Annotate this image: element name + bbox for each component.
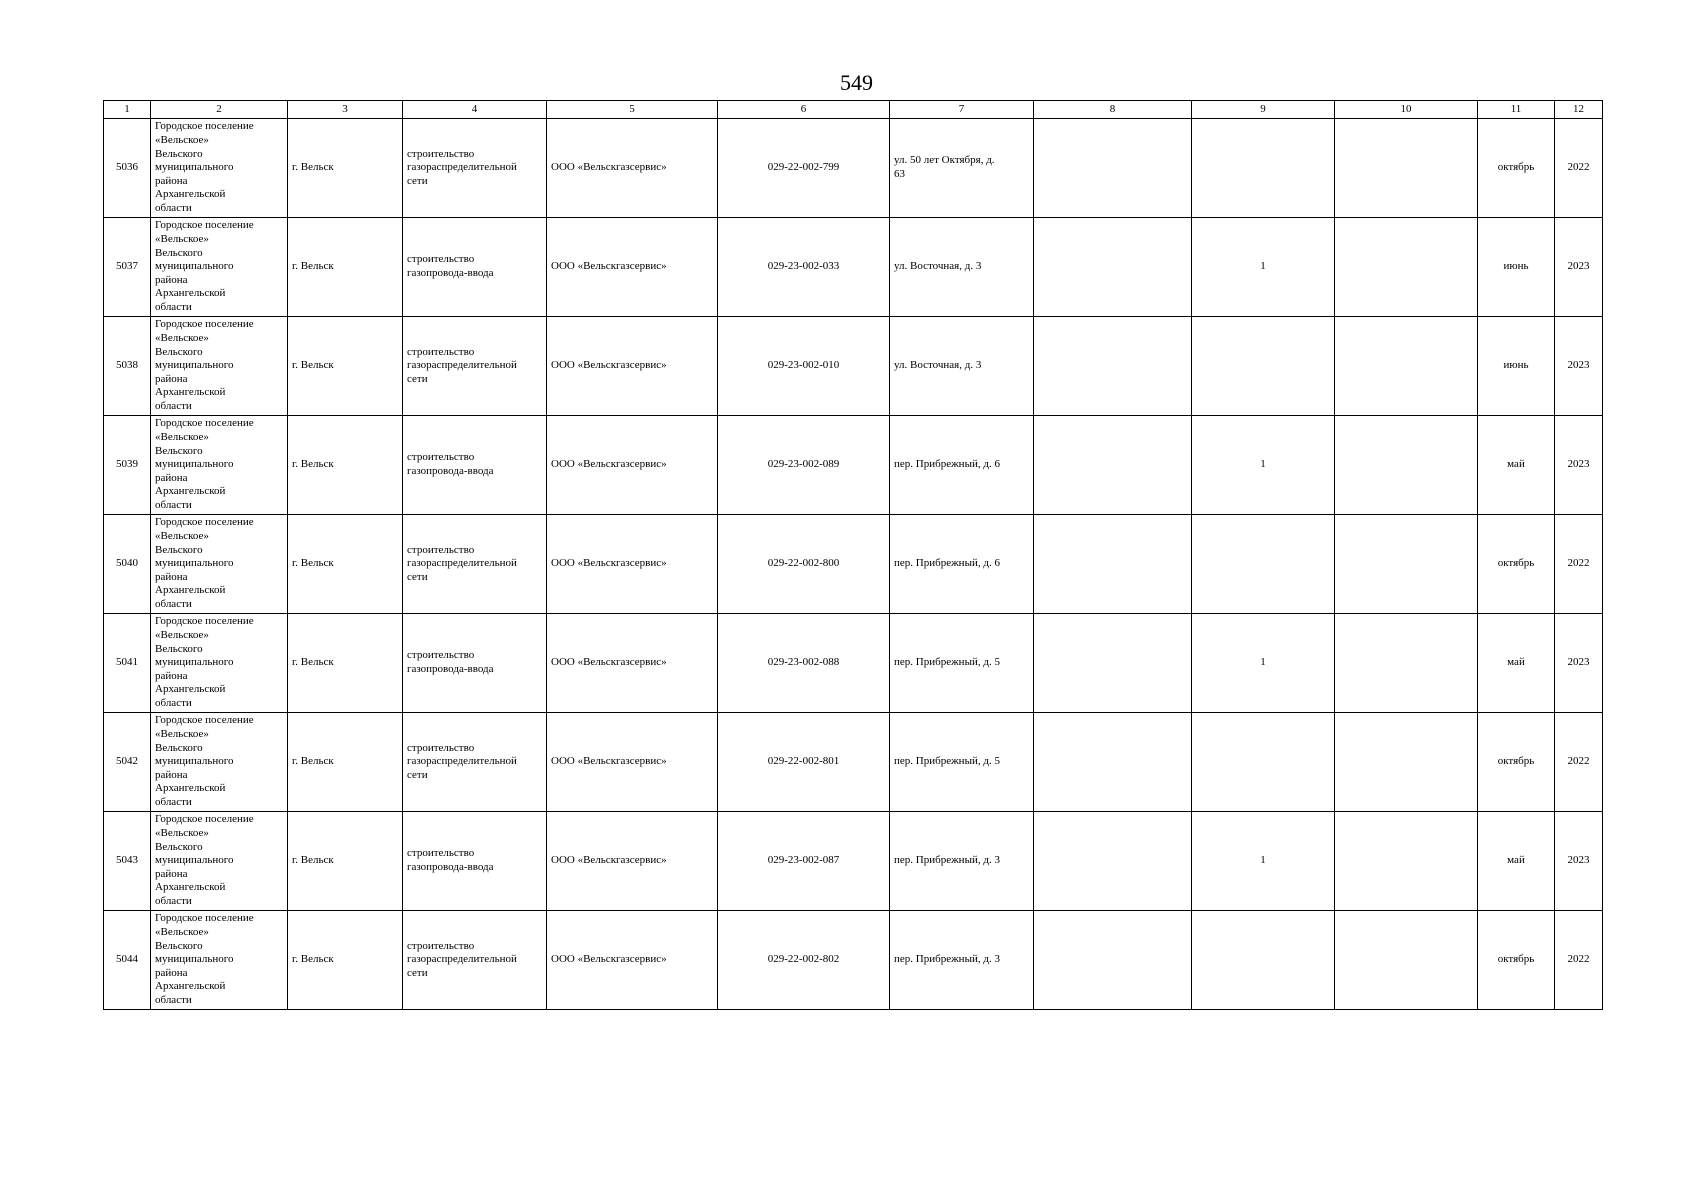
city-cell: г. Вельск xyxy=(288,119,403,218)
column-8-cell xyxy=(1034,812,1192,911)
settlement-line: муниципального xyxy=(155,161,234,174)
work-type-cell xyxy=(403,713,547,812)
work-type-line: сети xyxy=(407,174,428,187)
address-line: ул. Восточная, д. 3 xyxy=(894,359,982,372)
settlement-line: Вельского xyxy=(155,345,203,358)
month-cell: июнь xyxy=(1478,218,1555,317)
organization-cell: ООО «Вельскгазсервис» xyxy=(547,911,718,1010)
column-8-cell xyxy=(1034,218,1192,317)
address-cell xyxy=(890,317,1034,416)
column-8-cell xyxy=(1034,515,1192,614)
row-number: 5037 xyxy=(104,218,151,317)
settlement-line: Вельского xyxy=(155,147,203,160)
address-line: пер. Прибрежный, д. 6 xyxy=(894,557,1000,570)
address-cell xyxy=(890,218,1034,317)
settlement-cell xyxy=(151,218,288,317)
month-cell: май xyxy=(1478,812,1555,911)
column-9-cell xyxy=(1192,713,1335,812)
settlement-line: области xyxy=(155,993,192,1006)
settlement-line: Вельского xyxy=(155,939,203,952)
address-line: 63 xyxy=(894,168,905,180)
settlement-line: муниципального xyxy=(155,359,234,372)
settlement-line: Архангельской xyxy=(155,584,226,597)
settlement-line: муниципального xyxy=(155,854,234,867)
work-type-line: сети xyxy=(407,570,428,583)
settlement-line: муниципального xyxy=(155,260,234,273)
table-row xyxy=(104,317,1603,416)
row-number: 5039 xyxy=(104,416,151,515)
column-8-cell xyxy=(1034,119,1192,218)
settlement-line: Вельского xyxy=(155,741,203,754)
table-row xyxy=(104,515,1603,614)
column-10-cell xyxy=(1335,713,1478,812)
month-cell: октябрь xyxy=(1478,713,1555,812)
address-line: пер. Прибрежный, д. 5 xyxy=(894,656,1000,669)
year-cell: 2023 xyxy=(1555,416,1603,515)
settlement-line: Городское поселение xyxy=(155,912,254,925)
work-type-cell xyxy=(403,812,547,911)
table-row xyxy=(104,614,1603,713)
settlement-line: области xyxy=(155,894,192,907)
city-cell: г. Вельск xyxy=(288,713,403,812)
settlement-line: «Вельское» xyxy=(155,530,209,543)
settlement-line: Городское поселение xyxy=(155,318,254,331)
registration-code-cell: 029-23-002-088 xyxy=(718,614,890,713)
settlement-line: Архангельской xyxy=(155,782,226,795)
column-10-cell xyxy=(1335,911,1478,1010)
address-line: пер. Прибрежный, д. 5 xyxy=(894,755,1000,768)
column-9-cell xyxy=(1192,317,1335,416)
settlement-line: муниципального xyxy=(155,953,234,966)
address-cell xyxy=(890,911,1034,1010)
settlement-line: Городское поселение xyxy=(155,417,254,430)
settlement-line: Архангельской xyxy=(155,683,226,696)
settlement-line: Вельского xyxy=(155,543,203,556)
settlement-line: «Вельское» xyxy=(155,134,209,147)
month-cell: октябрь xyxy=(1478,515,1555,614)
column-header-5: 5 xyxy=(547,101,718,119)
column-9-cell: 1 xyxy=(1192,416,1335,515)
work-type-line: газораспределительной xyxy=(407,953,517,966)
year-cell: 2022 xyxy=(1555,119,1603,218)
table-header xyxy=(104,101,1603,119)
work-type-line: газораспределительной xyxy=(407,359,517,372)
settlement-cell xyxy=(151,515,288,614)
table-row xyxy=(104,416,1603,515)
organization-cell: ООО «Вельскгазсервис» xyxy=(547,119,718,218)
work-type-line: строительство xyxy=(407,847,475,860)
settlement-line: района xyxy=(155,966,188,979)
column-10-cell xyxy=(1335,119,1478,218)
organization-cell: ООО «Вельскгазсервис» xyxy=(547,416,718,515)
column-8-cell xyxy=(1034,416,1192,515)
city-cell: г. Вельск xyxy=(288,416,403,515)
settlement-line: «Вельское» xyxy=(155,431,209,444)
settlement-line: района xyxy=(155,768,188,781)
city-cell: г. Вельск xyxy=(288,218,403,317)
column-9-cell: 1 xyxy=(1192,812,1335,911)
column-8-cell xyxy=(1034,614,1192,713)
table-row xyxy=(104,812,1603,911)
work-type-line: строительство xyxy=(407,147,475,160)
row-number: 5040 xyxy=(104,515,151,614)
settlement-line: Вельского xyxy=(155,840,203,853)
work-type-line: строительство xyxy=(407,253,475,266)
registration-code-cell: 029-22-002-802 xyxy=(718,911,890,1010)
address-line: ул. Восточная, д. 3 xyxy=(894,260,982,273)
settlement-line: Архангельской xyxy=(155,881,226,894)
column-9-cell xyxy=(1192,911,1335,1010)
address-cell xyxy=(890,416,1034,515)
work-type-line: газораспределительной xyxy=(407,755,517,768)
settlement-line: Архангельской xyxy=(155,485,226,498)
year-cell: 2023 xyxy=(1555,218,1603,317)
month-cell: октябрь xyxy=(1478,119,1555,218)
work-type-line: строительство xyxy=(407,741,475,754)
settlement-line: «Вельское» xyxy=(155,629,209,642)
settlement-line: муниципального xyxy=(155,755,234,768)
row-number: 5038 xyxy=(104,317,151,416)
city-cell: г. Вельск xyxy=(288,812,403,911)
organization-cell: ООО «Вельскгазсервис» xyxy=(547,317,718,416)
city-cell: г. Вельск xyxy=(288,317,403,416)
organization-cell: ООО «Вельскгазсервис» xyxy=(547,713,718,812)
year-cell: 2022 xyxy=(1555,713,1603,812)
column-9-cell: 1 xyxy=(1192,218,1335,317)
registry-table xyxy=(103,100,1603,1010)
settlement-cell xyxy=(151,911,288,1010)
column-8-cell xyxy=(1034,713,1192,812)
column-8-cell xyxy=(1034,317,1192,416)
settlement-line: района xyxy=(155,174,188,187)
settlement-line: Вельского xyxy=(155,642,203,655)
year-cell: 2023 xyxy=(1555,614,1603,713)
settlement-cell xyxy=(151,416,288,515)
settlement-line: района xyxy=(155,372,188,385)
work-type-cell xyxy=(403,218,547,317)
city-cell: г. Вельск xyxy=(288,515,403,614)
work-type-line: строительство xyxy=(407,649,475,662)
settlement-line: муниципального xyxy=(155,458,234,471)
organization-cell: ООО «Вельскгазсервис» xyxy=(547,812,718,911)
column-10-cell xyxy=(1335,416,1478,515)
settlement-line: муниципального xyxy=(155,557,234,570)
settlement-line: района xyxy=(155,570,188,583)
city-cell: г. Вельск xyxy=(288,911,403,1010)
column-10-cell xyxy=(1335,812,1478,911)
settlement-line: района xyxy=(155,867,188,880)
table-row xyxy=(104,218,1603,317)
settlement-line: Архангельской xyxy=(155,188,226,201)
organization-cell: ООО «Вельскгазсервис» xyxy=(547,218,718,317)
settlement-line: Городское поселение xyxy=(155,120,254,133)
table-row xyxy=(104,713,1603,812)
column-header-8: 8 xyxy=(1034,101,1192,119)
settlement-line: области xyxy=(155,597,192,610)
organization-cell: ООО «Вельскгазсервис» xyxy=(547,614,718,713)
work-type-line: газораспределительной xyxy=(407,557,517,570)
registration-code-cell: 029-22-002-800 xyxy=(718,515,890,614)
year-cell: 2022 xyxy=(1555,911,1603,1010)
column-10-cell xyxy=(1335,614,1478,713)
column-10-cell xyxy=(1335,317,1478,416)
settlement-line: Городское поселение xyxy=(155,516,254,529)
settlement-line: Вельского xyxy=(155,246,203,259)
table-body xyxy=(104,119,1603,1010)
work-type-line: газопровода-ввода xyxy=(407,861,494,873)
page-number: 549 xyxy=(840,70,873,95)
settlement-line: области xyxy=(155,795,192,808)
column-9-cell: 1 xyxy=(1192,614,1335,713)
column-10-cell xyxy=(1335,218,1478,317)
settlement-line: «Вельское» xyxy=(155,233,209,246)
work-type-line: строительство xyxy=(407,345,475,358)
settlement-line: области xyxy=(155,300,192,313)
settlement-line: «Вельское» xyxy=(155,332,209,345)
row-number: 5043 xyxy=(104,812,151,911)
table-row xyxy=(104,119,1603,218)
address-cell xyxy=(890,119,1034,218)
column-9-cell xyxy=(1192,119,1335,218)
column-header-4: 4 xyxy=(403,101,547,119)
address-line: пер. Прибрежный, д. 6 xyxy=(894,458,1000,471)
row-number: 5042 xyxy=(104,713,151,812)
settlement-line: области xyxy=(155,201,192,214)
work-type-cell xyxy=(403,614,547,713)
settlement-cell xyxy=(151,812,288,911)
work-type-cell xyxy=(403,317,547,416)
settlement-line: Архангельской xyxy=(155,386,226,399)
year-cell: 2022 xyxy=(1555,515,1603,614)
organization-cell: ООО «Вельскгазсервис» xyxy=(547,515,718,614)
settlement-line: области xyxy=(155,399,192,412)
column-header-11: 11 xyxy=(1478,101,1555,119)
address-cell xyxy=(890,812,1034,911)
column-header-12: 12 xyxy=(1555,101,1603,119)
registration-code-cell: 029-23-002-033 xyxy=(718,218,890,317)
month-cell: июнь xyxy=(1478,317,1555,416)
settlement-line: Городское поселение xyxy=(155,219,254,232)
column-header-7: 7 xyxy=(890,101,1034,119)
settlement-line: «Вельское» xyxy=(155,827,209,840)
address-cell xyxy=(890,713,1034,812)
address-line: пер. Прибрежный, д. 3 xyxy=(894,854,1000,867)
table-row xyxy=(104,911,1603,1010)
settlement-line: Вельского xyxy=(155,444,203,457)
work-type-line: сети xyxy=(407,372,428,385)
work-type-line: строительство xyxy=(407,451,475,464)
column-header-9: 9 xyxy=(1192,101,1335,119)
settlement-line: «Вельское» xyxy=(155,926,209,939)
settlement-line: Архангельской xyxy=(155,287,226,300)
work-type-cell xyxy=(403,911,547,1010)
work-type-cell xyxy=(403,416,547,515)
column-header-10: 10 xyxy=(1335,101,1478,119)
work-type-line: сети xyxy=(407,768,428,781)
work-type-line: газопровода-ввода xyxy=(407,267,494,279)
work-type-line: строительство xyxy=(407,543,475,556)
address-line: ул. 50 лет Октября, д. xyxy=(894,154,995,167)
settlement-cell xyxy=(151,614,288,713)
column-header-1: 1 xyxy=(104,101,151,119)
settlement-cell xyxy=(151,317,288,416)
settlement-line: Городское поселение xyxy=(155,615,254,628)
column-9-cell xyxy=(1192,515,1335,614)
address-line: пер. Прибрежный, д. 3 xyxy=(894,953,1000,966)
address-cell xyxy=(890,614,1034,713)
column-8-cell xyxy=(1034,911,1192,1010)
settlement-cell xyxy=(151,119,288,218)
year-cell: 2023 xyxy=(1555,317,1603,416)
registration-code-cell: 029-22-002-799 xyxy=(718,119,890,218)
registration-code-cell: 029-22-002-801 xyxy=(718,713,890,812)
settlement-line: района xyxy=(155,273,188,286)
header-row xyxy=(104,101,1603,119)
row-number: 5041 xyxy=(104,614,151,713)
work-type-line: газопровода-ввода xyxy=(407,465,494,477)
row-number: 5044 xyxy=(104,911,151,1010)
year-cell: 2023 xyxy=(1555,812,1603,911)
settlement-line: Городское поселение xyxy=(155,714,254,727)
work-type-cell xyxy=(403,515,547,614)
city-cell: г. Вельск xyxy=(288,614,403,713)
registration-code-cell: 029-23-002-087 xyxy=(718,812,890,911)
settlement-line: области xyxy=(155,696,192,709)
work-type-line: газопровода-ввода xyxy=(407,663,494,675)
work-type-cell xyxy=(403,119,547,218)
column-10-cell xyxy=(1335,515,1478,614)
address-cell xyxy=(890,515,1034,614)
settlement-line: района xyxy=(155,669,188,682)
settlement-cell xyxy=(151,713,288,812)
column-header-6: 6 xyxy=(718,101,890,119)
work-type-line: газораспределительной xyxy=(407,161,517,174)
row-number: 5036 xyxy=(104,119,151,218)
settlement-line: «Вельское» xyxy=(155,728,209,741)
settlement-line: области xyxy=(155,498,192,511)
month-cell: май xyxy=(1478,416,1555,515)
month-cell: май xyxy=(1478,614,1555,713)
registration-code-cell: 029-23-002-089 xyxy=(718,416,890,515)
settlement-line: района xyxy=(155,471,188,484)
work-type-line: сети xyxy=(407,966,428,979)
settlement-line: Городское поселение xyxy=(155,813,254,826)
column-header-3: 3 xyxy=(288,101,403,119)
month-cell: октябрь xyxy=(1478,911,1555,1010)
column-header-2: 2 xyxy=(151,101,288,119)
registration-code-cell: 029-23-002-010 xyxy=(718,317,890,416)
settlement-line: Архангельской xyxy=(155,980,226,993)
work-type-line: строительство xyxy=(407,939,475,952)
settlement-line: муниципального xyxy=(155,656,234,669)
